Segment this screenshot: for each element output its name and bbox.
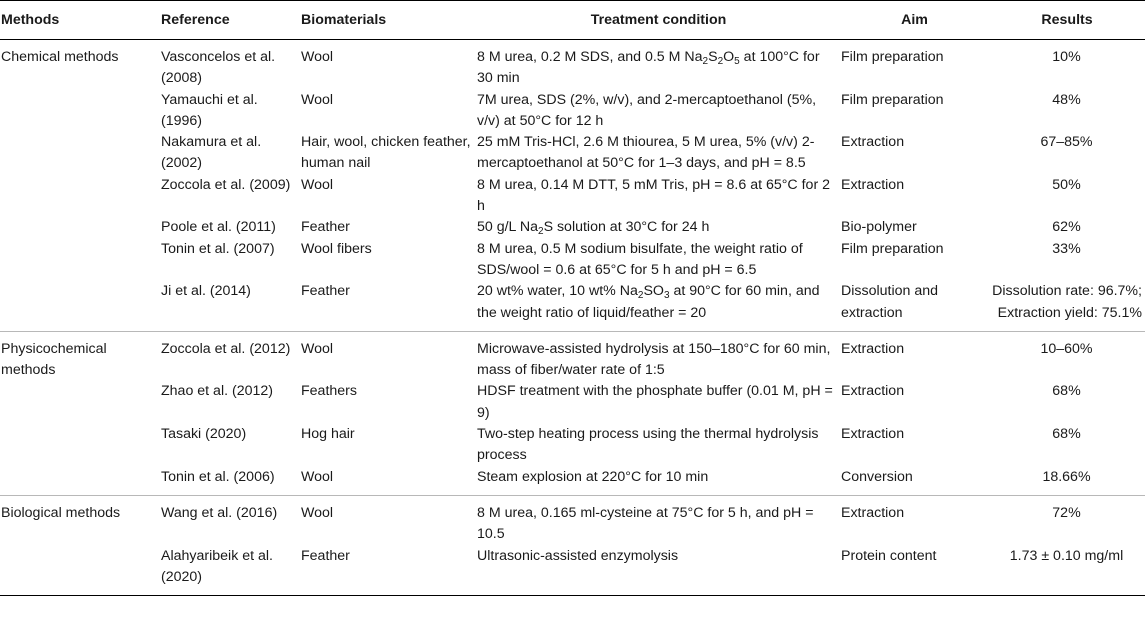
cell-reference: Wang et al. (2016) xyxy=(161,504,278,521)
cell-biomaterials: Feather xyxy=(300,281,476,331)
cell-reference: Alahyaribeik et al. (2020) xyxy=(160,546,300,596)
cell-biomaterials: Wool xyxy=(300,467,476,496)
table-row xyxy=(0,217,1145,238)
cell-biomaterials: Feather xyxy=(300,546,476,596)
cell-biomaterials: Hair, wool, chicken feather, human nail xyxy=(301,134,471,172)
header-biomaterials: Biomaterials xyxy=(300,1,476,40)
cell-biomaterials: Hog hair xyxy=(301,426,355,443)
cell-reference: Poole et al. (2011) xyxy=(161,219,276,236)
cell-results: 67–85% xyxy=(1040,134,1093,151)
cell-treatment-condition: Microwave-assisted hydrolysis at 150–180°C for 60 min, mass of fiber/water rate of 1:5 xyxy=(477,340,831,379)
cell-results: 18.66% xyxy=(988,467,1145,496)
cell-reference: Tasaki (2020) xyxy=(161,426,247,443)
header-reference: Reference xyxy=(160,1,300,40)
header-aim: Aim xyxy=(840,1,988,40)
cell-aim: Extraction xyxy=(841,340,905,357)
cell-method xyxy=(0,467,160,496)
cell-treatment-condition: 20 wt% water, 10 wt% $Na_2SO_3$ at 90°C for 60 min, and the weight ratio of liquid/feather = 20 xyxy=(476,281,840,331)
cell-results: 1.73 ± 0.10 mg/ml xyxy=(988,546,1145,596)
cell-aim: Film preparation xyxy=(841,91,944,108)
cell-treatment-condition: Steam explosion at 220°C for 10 min xyxy=(476,467,840,496)
cell-reference: Ji et al. (2014) xyxy=(160,281,300,331)
cell-aim: Extraction xyxy=(841,383,905,400)
cell-aim: Extraction xyxy=(841,176,905,193)
cell-method xyxy=(0,175,160,218)
cell-reference: Zoccola et al. (2012) xyxy=(161,340,291,357)
cell-treatment-condition: 8 M urea, 0.2 M SDS, and 0.5 M $Na_2S_2O_5$ at 100°C for 30 min xyxy=(477,49,820,87)
table-body xyxy=(0,40,1145,596)
header-treatment-condition: Treatment condition xyxy=(476,1,840,40)
cell-method xyxy=(0,239,160,282)
header-row xyxy=(0,1,1145,40)
cell-method xyxy=(0,381,160,424)
table-row xyxy=(0,281,1145,331)
table-row xyxy=(0,495,1145,545)
cell-results: 10–60% xyxy=(1040,340,1093,357)
header-methods: Methods xyxy=(0,1,160,40)
table-row xyxy=(0,381,1145,424)
cell-treatment-condition: 8 M urea, 0.165 ml-cysteine at 75°C for 5 h, and pH = 10.5 xyxy=(477,504,814,543)
cell-treatment-condition: 25 mM Tris-HCl, 2.6 M thiourea, 5 M urea, 5% (v/v) 2-mercaptoethanol at 50°C for 1–3 days, and pH = 8.5 xyxy=(477,134,815,172)
cell-reference: Vasconcelos et al. (2008) xyxy=(161,49,276,87)
cell-biomaterials: Wool xyxy=(301,340,334,357)
cell-treatment-condition: HDSF treatment with the phosphate buffer (0.01 M, pH = 9) xyxy=(477,383,833,421)
table-header xyxy=(0,1,1145,40)
cell-biomaterials: Feather xyxy=(301,219,350,236)
cell-results: 68% xyxy=(1052,383,1081,400)
header-results: Results xyxy=(988,1,1145,40)
table-row xyxy=(0,40,1145,90)
cell-aim: Extraction xyxy=(841,426,905,443)
cell-treatment-condition: 50 g/L $Na_2S$ solution at 30°C for 24 h xyxy=(477,219,710,238)
table-row xyxy=(0,132,1145,175)
cell-results: 10% xyxy=(1052,49,1081,65)
cell-method xyxy=(0,90,160,133)
cell-reference: Nakamura et al. (2002) xyxy=(161,134,262,172)
cell-reference: Zhao et al. (2012) xyxy=(161,383,273,400)
cell-biomaterials: Wool xyxy=(301,504,334,521)
cell-reference: Yamauchi et al. (1996) xyxy=(161,91,258,129)
cell-aim: Dissolution and extraction xyxy=(840,281,988,331)
cell-results: 72% xyxy=(1052,504,1081,521)
cell-biomaterials: Wool xyxy=(301,176,334,193)
cell-aim: Extraction xyxy=(841,134,905,151)
cell-aim: Film preparation xyxy=(841,240,944,257)
cell-treatment-condition: Two-step heating process using the thermal hydrolysis process xyxy=(477,426,819,464)
cell-reference: Tonin et al. (2006) xyxy=(160,467,300,496)
cell-method xyxy=(0,281,160,331)
cell-reference: Zoccola et al. (2009) xyxy=(161,176,291,193)
cell-results: Dissolution rate: 96.7%; Extraction yield: 75.1% xyxy=(988,281,1145,331)
table-row xyxy=(0,424,1145,467)
cell-aim: Film preparation xyxy=(841,49,944,65)
cell-treatment-condition: Ultrasonic-assisted enzymolysis xyxy=(476,546,840,596)
cell-reference: Tonin et al. (2007) xyxy=(161,240,275,257)
cell-biomaterials: Wool fibers xyxy=(301,240,372,257)
cell-results: 50% xyxy=(1052,176,1081,193)
cell-method xyxy=(0,132,160,175)
cell-treatment-condition: 8 M urea, 0.5 M sodium bisulfate, the weight ratio of SDS/wool = 0.6 at 65°C for 5 h and pH = 6.5 xyxy=(477,240,803,278)
cell-results: 33% xyxy=(1052,240,1081,257)
table-row xyxy=(0,175,1145,218)
cell-results: 48% xyxy=(1052,91,1081,108)
cell-biomaterials: Wool xyxy=(301,91,334,108)
cell-method: Biological methods xyxy=(1,504,121,521)
cell-aim: Conversion xyxy=(840,467,988,496)
cell-treatment-condition: 7M urea, SDS (2%, w/v), and 2-mercaptoethanol (5%, v/v) at 50°C for 12 h xyxy=(477,91,817,129)
cell-biomaterials: Feathers xyxy=(301,383,357,400)
cell-method xyxy=(0,546,160,596)
cell-aim: Protein content xyxy=(840,546,988,596)
cell-aim: Extraction xyxy=(841,504,905,521)
cell-results: 62% xyxy=(1052,219,1081,236)
cell-method: Chemical methods xyxy=(1,49,119,65)
cell-method: Physicochemical methods xyxy=(1,340,107,379)
cell-biomaterials: Wool xyxy=(301,49,334,65)
cell-results: 68% xyxy=(1052,426,1081,443)
table-row xyxy=(0,546,1145,596)
table-row xyxy=(0,331,1145,381)
cell-treatment-condition: 8 M urea, 0.14 M DTT, 5 mM Tris, pH = 8.6 at 65°C for 2 h xyxy=(477,176,830,215)
cell-aim: Bio-polymer xyxy=(841,219,917,236)
table-row xyxy=(0,239,1145,282)
table-row xyxy=(0,467,1145,496)
cell-method xyxy=(0,217,160,238)
table-row xyxy=(0,90,1145,133)
cell-method xyxy=(0,424,160,467)
